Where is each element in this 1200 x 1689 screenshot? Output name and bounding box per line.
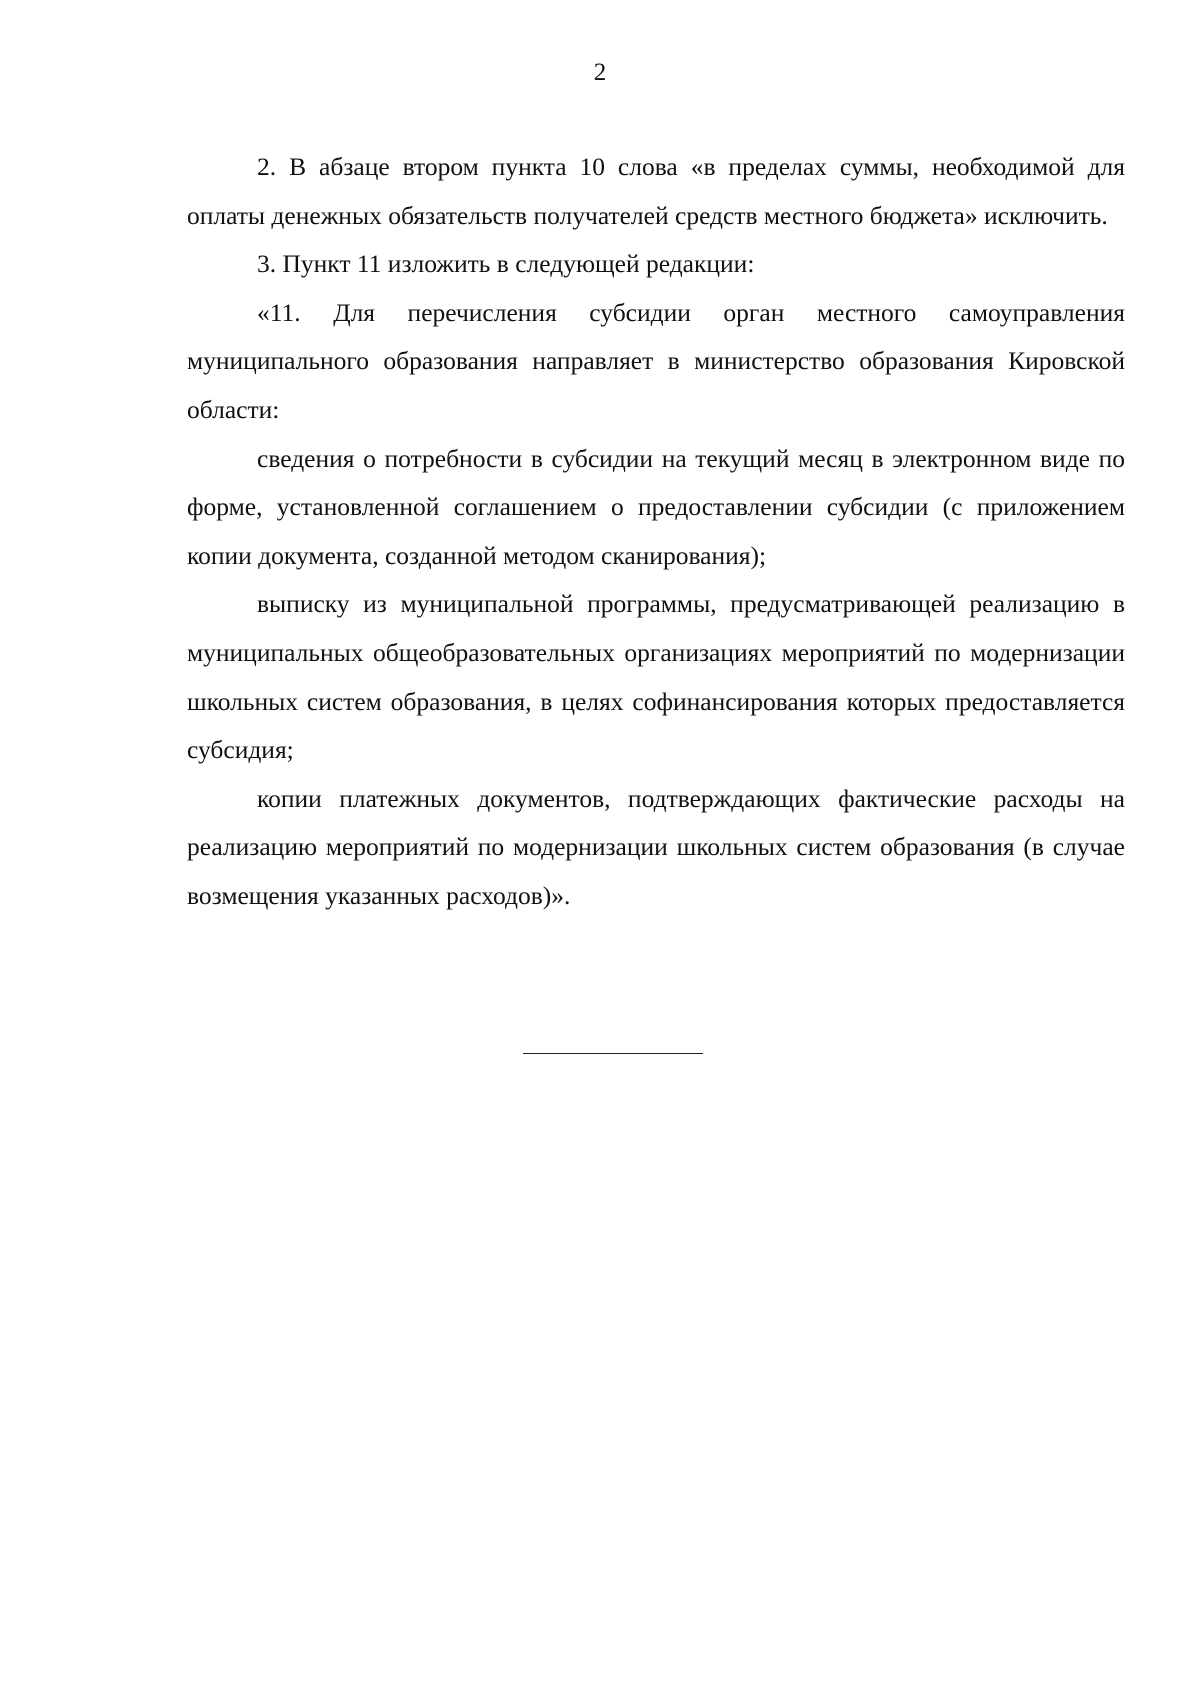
document-body — [187, 143, 1125, 921]
paragraph-amendment-2: 2. В абзаце втором пункта 10 слова «в пределах суммы, необходимой для оплаты денежных обязательств получателей средств местного бюджета» исключить. — [187, 152, 1125, 230]
paragraph-amendment-3: 3. Пункт 11 изложить в следующей редакции: — [257, 249, 755, 279]
page-number: 2 — [593, 59, 607, 86]
paragraph-subsidy-needs-info: сведения о потребности в субсидии на текущий месяц в электронном виде по форме, установленной соглашением о предоставлении субсидии (с приложением копии документа, созданной методом сканирования); — [187, 443, 1125, 570]
closing-divider-line — [523, 1053, 703, 1054]
paragraph-clause-11: «11. Для перечисления субсидии орган местного самоуправления муниципального образования направляет в министерство образования Кировской области: — [187, 297, 1125, 424]
paragraph-payment-documents: копии платежных документов, подтверждающих фактические расходы на реализацию мероприятий по модернизации школьных систем образования (в случае возмещения указанных расходов)». — [187, 783, 1125, 910]
paragraph-program-extract: выписку из муниципальной программы, предусматривающей реализацию в муниципальных общеобразовательных организациях мероприятий по модернизации школьных систем образования, в целях софинансирования которых предоставляется субсидия; — [187, 589, 1125, 765]
